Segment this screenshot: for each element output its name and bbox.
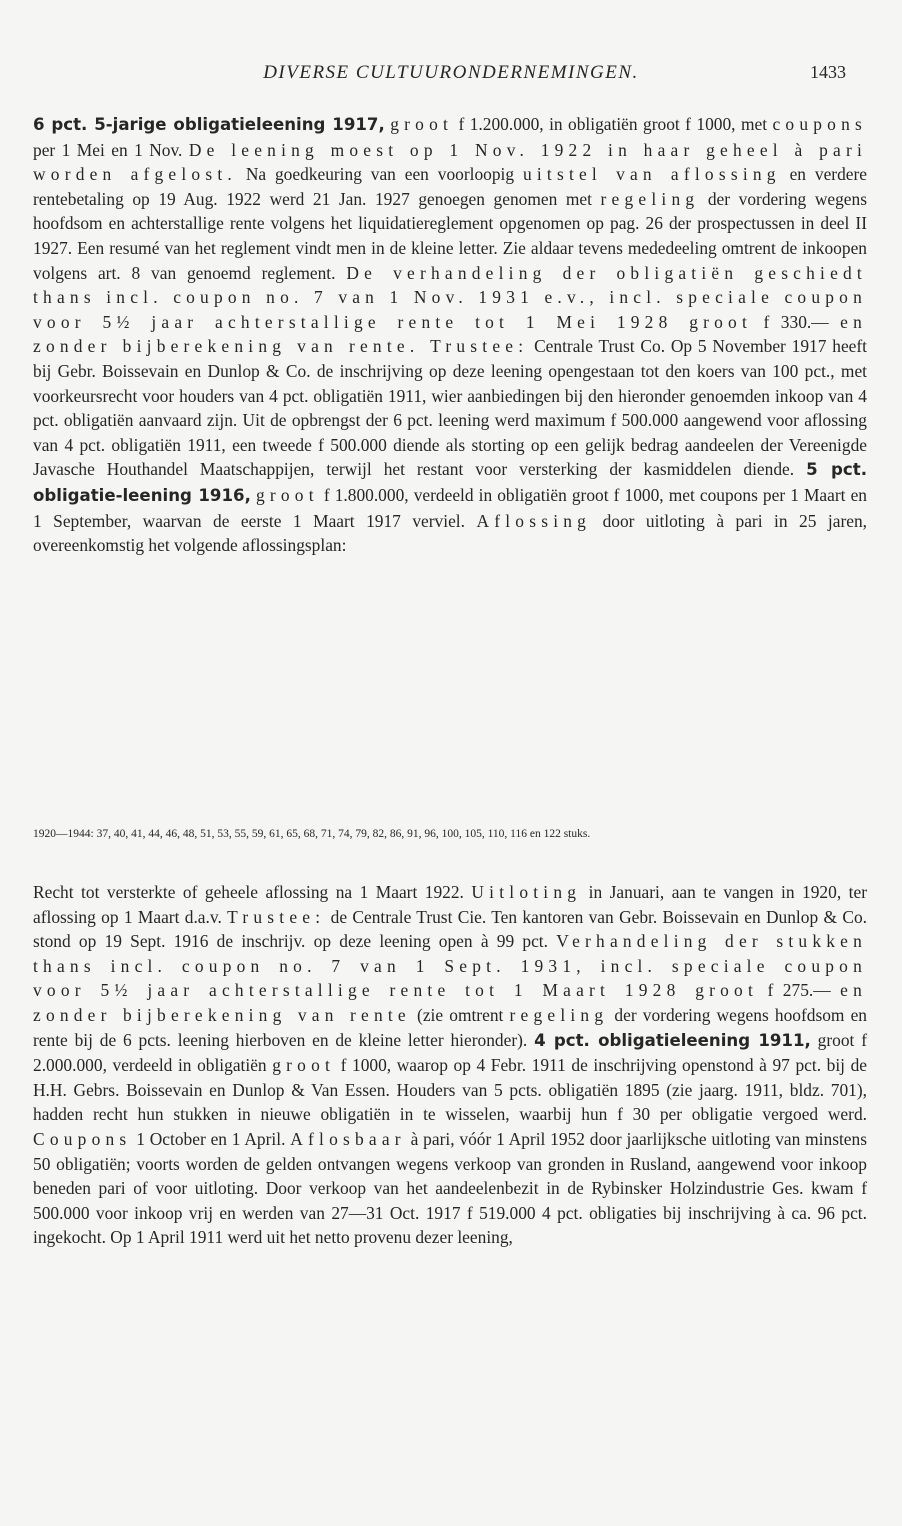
text-run: der vordering wegens hoofdsom en achterstallige rente volgens het liquidatiereglement opgenomen op pag. 26 der prospectussen in deel II 1927. Een resumé van het reglement vindt men in de kleine letter. Zie aldaar tevens mededeeling omtrent de inkoopen volgens art. 8 van genoemd reglement.: [33, 188, 867, 283]
spaced-emphasis-run: Aflosbaar: [290, 1128, 406, 1149]
text-run: in Januari, aan te vangen in 1920, ter aflossing op 1 Maart d.a.v.: [33, 882, 867, 927]
spaced-emphasis-run: De verhandeling der obligatiën geschiedt thans incl. coupon no. 7 van 1 Nov. 1931 e.v., incl. speciale coupon voor 5½ jaar achterstallige rente tot 1 Mei 1928 groot: [33, 262, 867, 332]
bold-heading-run: 5 pct. obligatie-leening 1916,: [33, 460, 867, 505]
spaced-emphasis-run: en zonder bijberekening van rente. Trustee:: [33, 311, 867, 357]
spaced-emphasis-run: Uitloting: [471, 882, 582, 902]
text-run: en verdere rentebetaling op 19 Aug. 1922 werd 21 Jan. 1927 genoegen genomen met: [33, 164, 868, 209]
text-run: 1920—1944: 37, 40, 41, 44, 46, 48, 51, 53, 55, 59, 61, 65, 68, 71, 74, 79, 82, 86, 91, 96, 100, 105, 110, 116 en 122 stuks.: [33, 828, 591, 840]
spaced-emphasis-run: Verhandeling der stukken thans incl. coupon no. 7 van 1 Sept. 1931, incl. speciale coupon voor 5½ jaar achterstallige rente tot 1 Maart 1928 groot: [33, 931, 868, 1001]
page-header: [0, 58, 902, 90]
running-title: DIVERSE CULTUURONDERNEMINGEN.: [263, 62, 639, 83]
spaced-emphasis-run: groot: [272, 1055, 336, 1076]
text-run: f 1.800.000, verdeeld in obligatiën groot f 1000, met coupons per 1 Maart en 1 September, waarvan de eerste 1 Maart 1917 verviel.: [33, 484, 867, 531]
text-run: Recht tot versterkte of geheele aflossing na 1 Maart 1922.: [33, 882, 472, 902]
spaced-emphasis-run: Trustee:: [227, 906, 326, 927]
text-run: 1 October en 1 April.: [131, 1128, 291, 1149]
spaced-emphasis-run: Aflossing: [476, 510, 592, 531]
text-run: f 1.200.000, in obligatiën groot f 1000, met: [453, 114, 773, 134]
paragraph-5pct-and-4pct-leening: [33, 880, 867, 1250]
spaced-emphasis-run: en zonder bijberekening van rente: [33, 980, 867, 1025]
text-run: f 275.—: [758, 980, 841, 1001]
text-run: f 1000, waarop op 4 Febr. 1911 de inschrijving openstond à 97 pct. bij de H.H. Gebrs. Boissevain en Dunlop & Van Essen. Houders van 5 pcts. obligatiën 1895 (zie jaarg. 1911, bldz. 701), hadden recht hun stukken in nieuwe obligatiën in te wisselen, waarbij hun f 30 per obligatie vergoed werd.: [33, 1055, 867, 1125]
spaced-emphasis-run: groot: [390, 114, 454, 134]
spaced-emphasis-run: De leening moest op 1 Nov. 1922 in haar geheel à pari worden afgelost.: [33, 139, 868, 185]
bold-heading-run: 6 pct. 5-jarige obligatieleening 1917,: [33, 115, 385, 134]
text-run: Centrale Trust Co. Op 5 November 1917 heeft bij Gebr. Boissevain en Dunlop & Co. de inschrijving op deze leening opengestaan tot den koers van 100 pct., met voorkeursrecht voor houders van 4 pct. obligatiën 1911, wier aanbiedingen bij den hieronder genoemden inkoop van 4 pct. obligatiën aanvaard zijn. Uit de opbrengst der 6 pct. leening werd maximum f 500.000 aangewend voor aflossing van 4 pct. obligatiën 1911, een tweede f 500.000 diende als storting op een gelijk bedrag aandeelen der Vereenigde Javasche Houthandel Maatschappijen, terwijl het restant voor versterking der kasmiddelen diende.: [33, 336, 868, 480]
paragraph-6pct-leening-1917: [33, 112, 867, 558]
spaced-emphasis-run: regeling: [509, 1004, 609, 1025]
text-run: (zie omtrent: [410, 1004, 510, 1025]
spaced-emphasis-run: Coupons: [33, 1128, 132, 1149]
text-run: der vordering wegens hoofdsom en rente bij de 6 pcts. leening hierboven en de kleine letter hieronder).: [33, 1004, 868, 1050]
spaced-emphasis-run: regeling: [600, 188, 700, 209]
text-run: groot f 2.000.000, verdeeld in obligatiën: [33, 1029, 868, 1076]
text-run: door uitloting à pari in 25 jaren, overeenkomstig het volgende aflossingsplan:: [33, 510, 867, 556]
page-number: 1433: [810, 62, 846, 82]
spaced-emphasis-run: groot: [255, 484, 319, 505]
text-run: de Centrale Trust Cie. Ten kantoren van Gebr. Boissevain en Dunlop & Co. stond op 19 Sept. 1916 de inschrijv. op deze leening open à 99 pct.: [33, 906, 867, 952]
text-run: à pari, vóór 1 April 1952 door jaarlijksche uitloting van minstens 50 obligatiën; voorts worden de gelden ontvangen wegens verkoop van gronden in Rusland, aangewend voor inkoop beneden pari of voor uitloting. Door verkoop van het aandeelenbezit in de Rybinsker Holzindustrie Ges. kwam f 500.000 voor inkoop vrij en werden van 27—31 Oct. 1917 f 519.000 4 pct. obligaties bij inschrijving à ca. 96 pct. ingekocht. Op 1 April 1911 werd uit het netto provenu dezer leening,: [33, 1128, 867, 1248]
aflossingsplan-note: [33, 826, 867, 843]
text-run: per 1 Mei en 1 Nov.: [33, 139, 189, 160]
text-run: f 330.—: [752, 311, 841, 332]
bold-heading-run: 4 pct. obligatieleening 1911,: [534, 1030, 811, 1050]
spaced-emphasis-run: uitstel van aflossing: [522, 164, 781, 185]
spaced-emphasis-run: coupons: [772, 114, 867, 134]
text-run: Na goedkeuring van een voorloopig: [236, 164, 523, 185]
